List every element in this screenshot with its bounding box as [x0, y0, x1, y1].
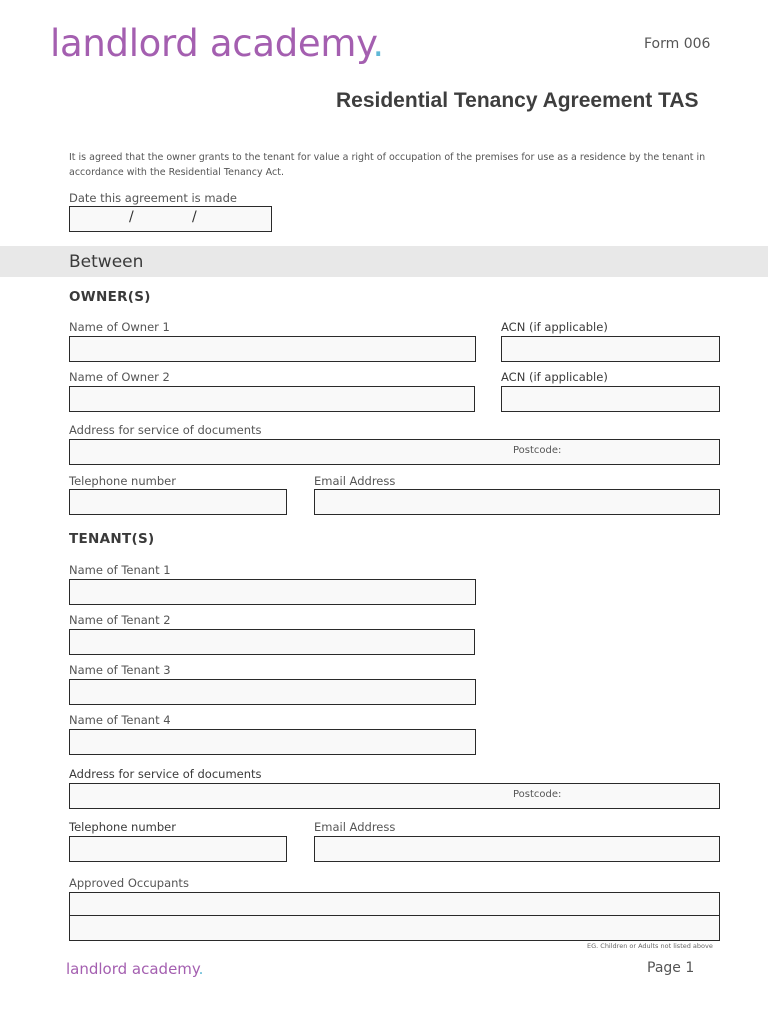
- footer-logo-dot: .: [198, 960, 204, 978]
- date-separator-1: /: [129, 209, 134, 225]
- tenant4-name-field[interactable]: [69, 729, 476, 755]
- approved-occupants-field-2[interactable]: [69, 915, 720, 941]
- tenant-address-label: Address for service of documents: [69, 767, 262, 781]
- owner-address-label: Address for service of documents: [69, 423, 262, 437]
- between-heading: Between: [69, 252, 144, 272]
- logo-dot: .: [372, 22, 384, 65]
- owner1-label: Name of Owner 1: [69, 320, 170, 334]
- owner2-name-field[interactable]: [69, 386, 475, 412]
- brand-logo: [50, 22, 384, 65]
- tenant-telephone-field[interactable]: [69, 836, 287, 862]
- tenant-address-field[interactable]: [69, 783, 720, 809]
- owner-telephone-label: Telephone number: [69, 474, 176, 488]
- tenant3-name-field[interactable]: [69, 679, 476, 705]
- tenant3-label: Name of Tenant 3: [69, 663, 171, 677]
- owner2-label: Name of Owner 2: [69, 370, 170, 384]
- tenant-postcode-label: Postcode:: [513, 789, 562, 800]
- owner-postcode-label: Postcode:: [513, 445, 562, 456]
- date-separator-2: /: [192, 209, 197, 225]
- owner2-acn-field[interactable]: [501, 386, 720, 412]
- intro-text: It is agreed that the owner grants to the tenant for value a right of occupation of the premises for use as a residence by the tenant in accordance with the Residential Tenancy Act.: [69, 152, 706, 178]
- tenant1-name-field[interactable]: [69, 579, 476, 605]
- approved-occupants-note: EG. Children or Adults not listed above: [587, 942, 713, 950]
- approved-occupants-field-1[interactable]: [69, 892, 720, 916]
- form-number: Form 006: [644, 36, 711, 52]
- owner1-name-field[interactable]: [69, 336, 476, 362]
- acn1-label: ACN (if applicable): [501, 320, 608, 334]
- tenant-email-field[interactable]: [314, 836, 720, 862]
- page-number: Page 1: [647, 960, 695, 976]
- tenant4-label: Name of Tenant 4: [69, 713, 171, 727]
- owner-telephone-field[interactable]: [69, 489, 287, 515]
- tenant1-label: Name of Tenant 1: [69, 563, 171, 577]
- owners-heading: OWNER(S): [69, 289, 151, 305]
- page-title: Residential Tenancy Agreement TAS: [336, 89, 699, 112]
- logo-text: landlord academy: [50, 22, 373, 65]
- owner1-acn-field[interactable]: [501, 336, 720, 362]
- tenant2-label: Name of Tenant 2: [69, 613, 171, 627]
- acn2-label: ACN (if applicable): [501, 370, 608, 384]
- agreement-date-label: Date this agreement is made: [69, 191, 237, 205]
- tenants-heading: TENANT(S): [69, 531, 155, 547]
- owner-address-field[interactable]: [69, 439, 720, 465]
- footer-logo-text: landlord academy: [66, 960, 199, 978]
- tenant-telephone-label: Telephone number: [69, 820, 176, 834]
- owner-email-label: Email Address: [314, 474, 396, 488]
- approved-occupants-label: Approved Occupants: [69, 876, 189, 890]
- footer-logo: [66, 960, 203, 978]
- tenant-email-label: Email Address: [314, 820, 396, 834]
- tenant2-name-field[interactable]: [69, 629, 475, 655]
- agreement-date-field[interactable]: [69, 206, 272, 232]
- owner-email-field[interactable]: [314, 489, 720, 515]
